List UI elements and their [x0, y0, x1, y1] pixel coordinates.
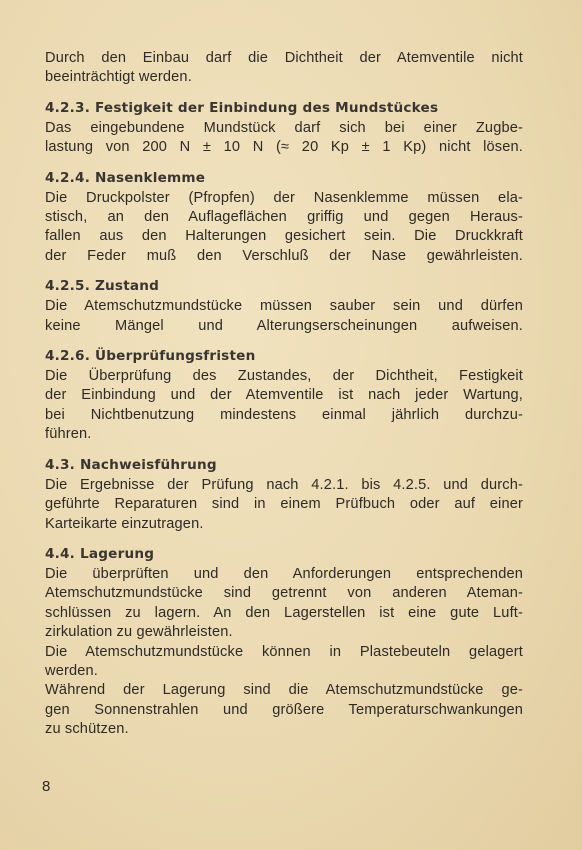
text-line: Die Ergebnisse der Prüfung nach 4.2.1. bis 4.2.5. und durch- [45, 476, 523, 493]
text-line: Karteikarte einzutragen. [45, 515, 204, 532]
text-line: keine Mängel und Alterungserscheinungen aufweisen. [45, 317, 523, 334]
text-line: geführte Reparaturen sind in einem Prüfbuch oder auf einer [45, 496, 523, 513]
text-line: der Feder muß den Verschluß der Nase gewährleisten. [45, 247, 523, 264]
intro-paragraph [45, 49, 523, 88]
text-line: Während der Lagerung sind die Atemschutzmundstücke ge- [45, 682, 523, 699]
section-body-4-3 [45, 476, 523, 534]
text-line: Die Atemschutzmundstücke können in Plastebeuteln gelagert [45, 643, 523, 660]
document-page [45, 49, 523, 740]
text-line: Die Überprüfung des Zustandes, der Dichtheit, Festigkeit [45, 368, 523, 385]
text-line: lastung von 200 N ± 10 N (≈ 20 Kp ± 1 Kp) nicht lösen. [45, 139, 523, 156]
text-line: Durch den Einbau darf die Dichtheit der Atemventile nicht [45, 50, 523, 66]
text-line: werden. [45, 662, 98, 679]
text-line: Das eingebundene Mundstück darf sich bei einer Zugbe- [45, 119, 523, 136]
section-heading-4-2-4: 4.2.4. Nasenklemme [45, 169, 206, 186]
text-line: führen. [45, 426, 92, 443]
text-line: der Einbindung und der Atemventile ist nach jeder Wartung, [45, 387, 523, 404]
text-line: zirkulation zu gewährleisten. [45, 624, 233, 641]
section-heading-4-2-5: 4.2.5. Zustand [45, 278, 160, 295]
section-body-4-2-6 [45, 367, 523, 445]
section-body-4-2-5 [45, 297, 523, 336]
text-line: Atemschutzmundstücke sind getrennt von anderen Ateman- [45, 585, 523, 602]
text-line: stisch, an den Auflageflächen griffig und gegen Heraus- [45, 209, 523, 226]
text-line: Die Atemschutzmundstücke müssen sauber sein und dürfen [45, 298, 523, 315]
section-heading-4-2-3: 4.2.3. Festigkeit der Einbindung des Mundstückes [45, 99, 439, 116]
section-body-4-4 [45, 565, 523, 740]
section-heading-4-2-6: 4.2.6. Überprüfungsfristen [45, 348, 256, 365]
text-line: gen Sonnenstrahlen und größere Temperaturschwankungen [45, 701, 523, 718]
section-body-4-2-4 [45, 189, 523, 267]
text-line: beeinträchtigt werden. [45, 69, 192, 86]
text-line: Die Druckpolster (Pfropfen) der Nasenklemme müssen ela- [45, 189, 523, 206]
page-number: 8 [42, 778, 51, 795]
text-line: bei Nichtbenutzung mindestens einmal jährlich durchzu- [45, 406, 523, 423]
section-body-4-2-3 [45, 119, 523, 158]
text-line: Die überprüften und den Anforderungen entsprechenden [45, 565, 523, 582]
section-heading-4-3: 4.3. Nachweisführung [45, 456, 217, 473]
text-line: fallen aus den Halterungen gesichert sein. Die Druckkraft [45, 228, 523, 245]
text-line: schlüssen zu lagern. An den Lagerstellen ist eine gute Luft- [45, 604, 523, 621]
section-heading-4-4: 4.4. Lagerung [45, 545, 155, 562]
text-line: zu schützen. [45, 721, 129, 738]
